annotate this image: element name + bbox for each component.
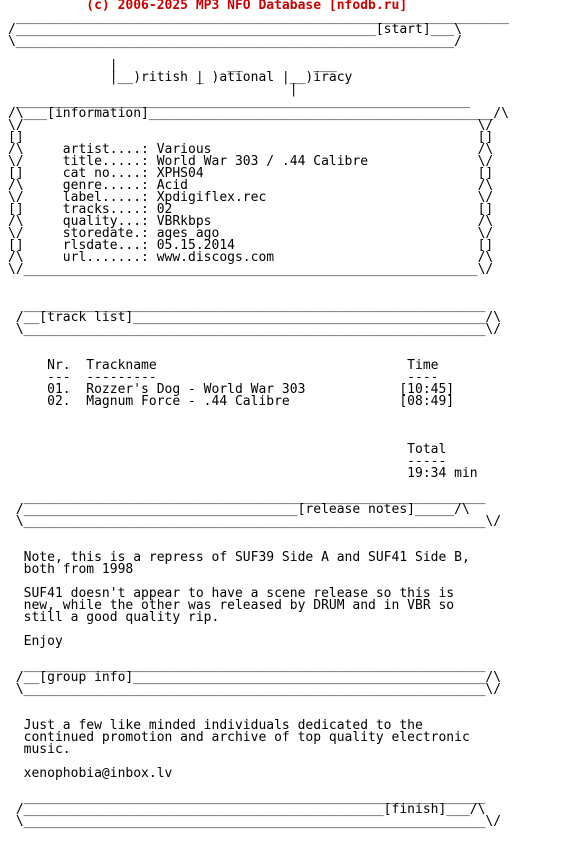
start-banner-top: _______________________________________________________________ xyxy=(8,10,509,25)
tracklist-banner: /__[track list]_____________________________________________/\ xyxy=(8,310,502,325)
release-notes-banner-bottom: \___________________________________________________________\/ xyxy=(8,514,502,529)
release-note-text: Note, this is a repress of SUF39 Side A and SUF41 Side B, xyxy=(8,550,470,565)
start-banner: /______________________________________________[start]___\ xyxy=(8,22,462,37)
release-note-text: new, while the other was released by DRUM and in VBR so xyxy=(8,598,455,613)
release-note-text: still a good quality rip. xyxy=(8,610,220,625)
finish-banner-top: ___________________________________________________________ xyxy=(8,790,486,805)
release-note-text: both from 1998 xyxy=(8,562,134,577)
blank-line xyxy=(8,696,568,708)
info-storedate: \/ storedate.: ages ago \/ xyxy=(8,226,494,241)
release-note-text: Enjoy xyxy=(8,634,63,649)
info-box-top: __________________________________________________________ xyxy=(8,94,470,109)
track-row: 02. Magnum Force - .44 Calibre [08:49] xyxy=(8,394,455,409)
blank-line xyxy=(8,420,568,432)
info-label: \/ label.....: Xpdigiflex.rec \/ xyxy=(8,190,494,205)
tracklist-header-rule: --- --------- ---- xyxy=(8,370,439,385)
info-rlsdate: [] rlsdate...: 05.15.2014 [] xyxy=(8,238,494,253)
blank-line xyxy=(8,624,568,636)
info-box-title: /\___[information]____________________________________________/\ xyxy=(8,106,509,121)
copyright-header: (c) 2006-2025 MP3 NFO Database [nfodb.ru] xyxy=(8,0,408,13)
blank-line xyxy=(8,408,568,420)
info-artist: /\ artist....: Various /\ xyxy=(8,142,494,157)
info-box-border: \/ \/ xyxy=(8,118,494,133)
total-rule: ----- xyxy=(8,454,447,469)
group-info-banner-top: ___________________________________________________________ xyxy=(8,658,486,673)
blank-line xyxy=(8,528,568,540)
info-cat-no: [] cat no....: XPHS04 [] xyxy=(8,166,494,181)
info-url: /\ url.......: www.discogs.com /\ xyxy=(8,250,494,265)
info-quality: /\ quality...: VBRkbps /\ xyxy=(8,214,494,229)
group-email: xenophobia@inbox.lv xyxy=(8,766,173,781)
total-value: 19:34 min xyxy=(8,466,478,481)
track-row: 01. Rozzer's Dog - World War 303 [10:45] xyxy=(8,382,455,397)
group-info-text: music. xyxy=(8,742,71,757)
group-info-text: Just a few like minded individuals dedicated to the xyxy=(8,718,423,733)
group-info-banner: /__[group info]_____________________________________________/\ xyxy=(8,670,502,685)
logo-line-2: |__)ritish | )ational |__)iracy xyxy=(8,70,353,85)
tracklist-header: Nr. Trackname Time xyxy=(8,358,439,373)
release-notes-banner-top: ___________________________________________________________ xyxy=(8,490,486,505)
tracklist-banner-bottom: \___________________________________________________________\/ xyxy=(8,322,502,337)
total-label: Total xyxy=(8,442,447,457)
finish-banner: /______________________________________________[finish]___/\ xyxy=(8,802,486,817)
release-note-text: SUF41 doesn't appear to have a scene release so this is xyxy=(8,586,455,601)
tracklist-banner-top: ___________________________________________________________ xyxy=(8,298,486,313)
info-genre: /\ genre.....: Acid /\ xyxy=(8,178,494,193)
group-info-banner-bottom: \___________________________________________________________\/ xyxy=(8,682,502,697)
release-notes-banner: /___________________________________[release notes]_____/\ xyxy=(8,502,470,517)
logo-line-1: | __ ___ xyxy=(8,58,337,73)
info-box-border: [] [] xyxy=(8,130,494,145)
info-title: \/ title.....: World War 303 / .44 Calibre \/ xyxy=(8,154,494,169)
group-info-text: continued promotion and archive of top quality electronic xyxy=(8,730,470,745)
info-tracks: [] tracks....: 02 [] xyxy=(8,202,494,217)
start-banner-bottom: \________________________________________________________/ xyxy=(8,34,462,49)
blank-line xyxy=(8,276,568,288)
finish-banner-bottom: \___________________________________________________________\/ xyxy=(8,814,502,829)
logo-line-3: ‾ | xyxy=(8,82,298,97)
info-box-bottom: \/__________________________________________________________\/ xyxy=(8,262,494,277)
blank-line xyxy=(8,336,568,348)
